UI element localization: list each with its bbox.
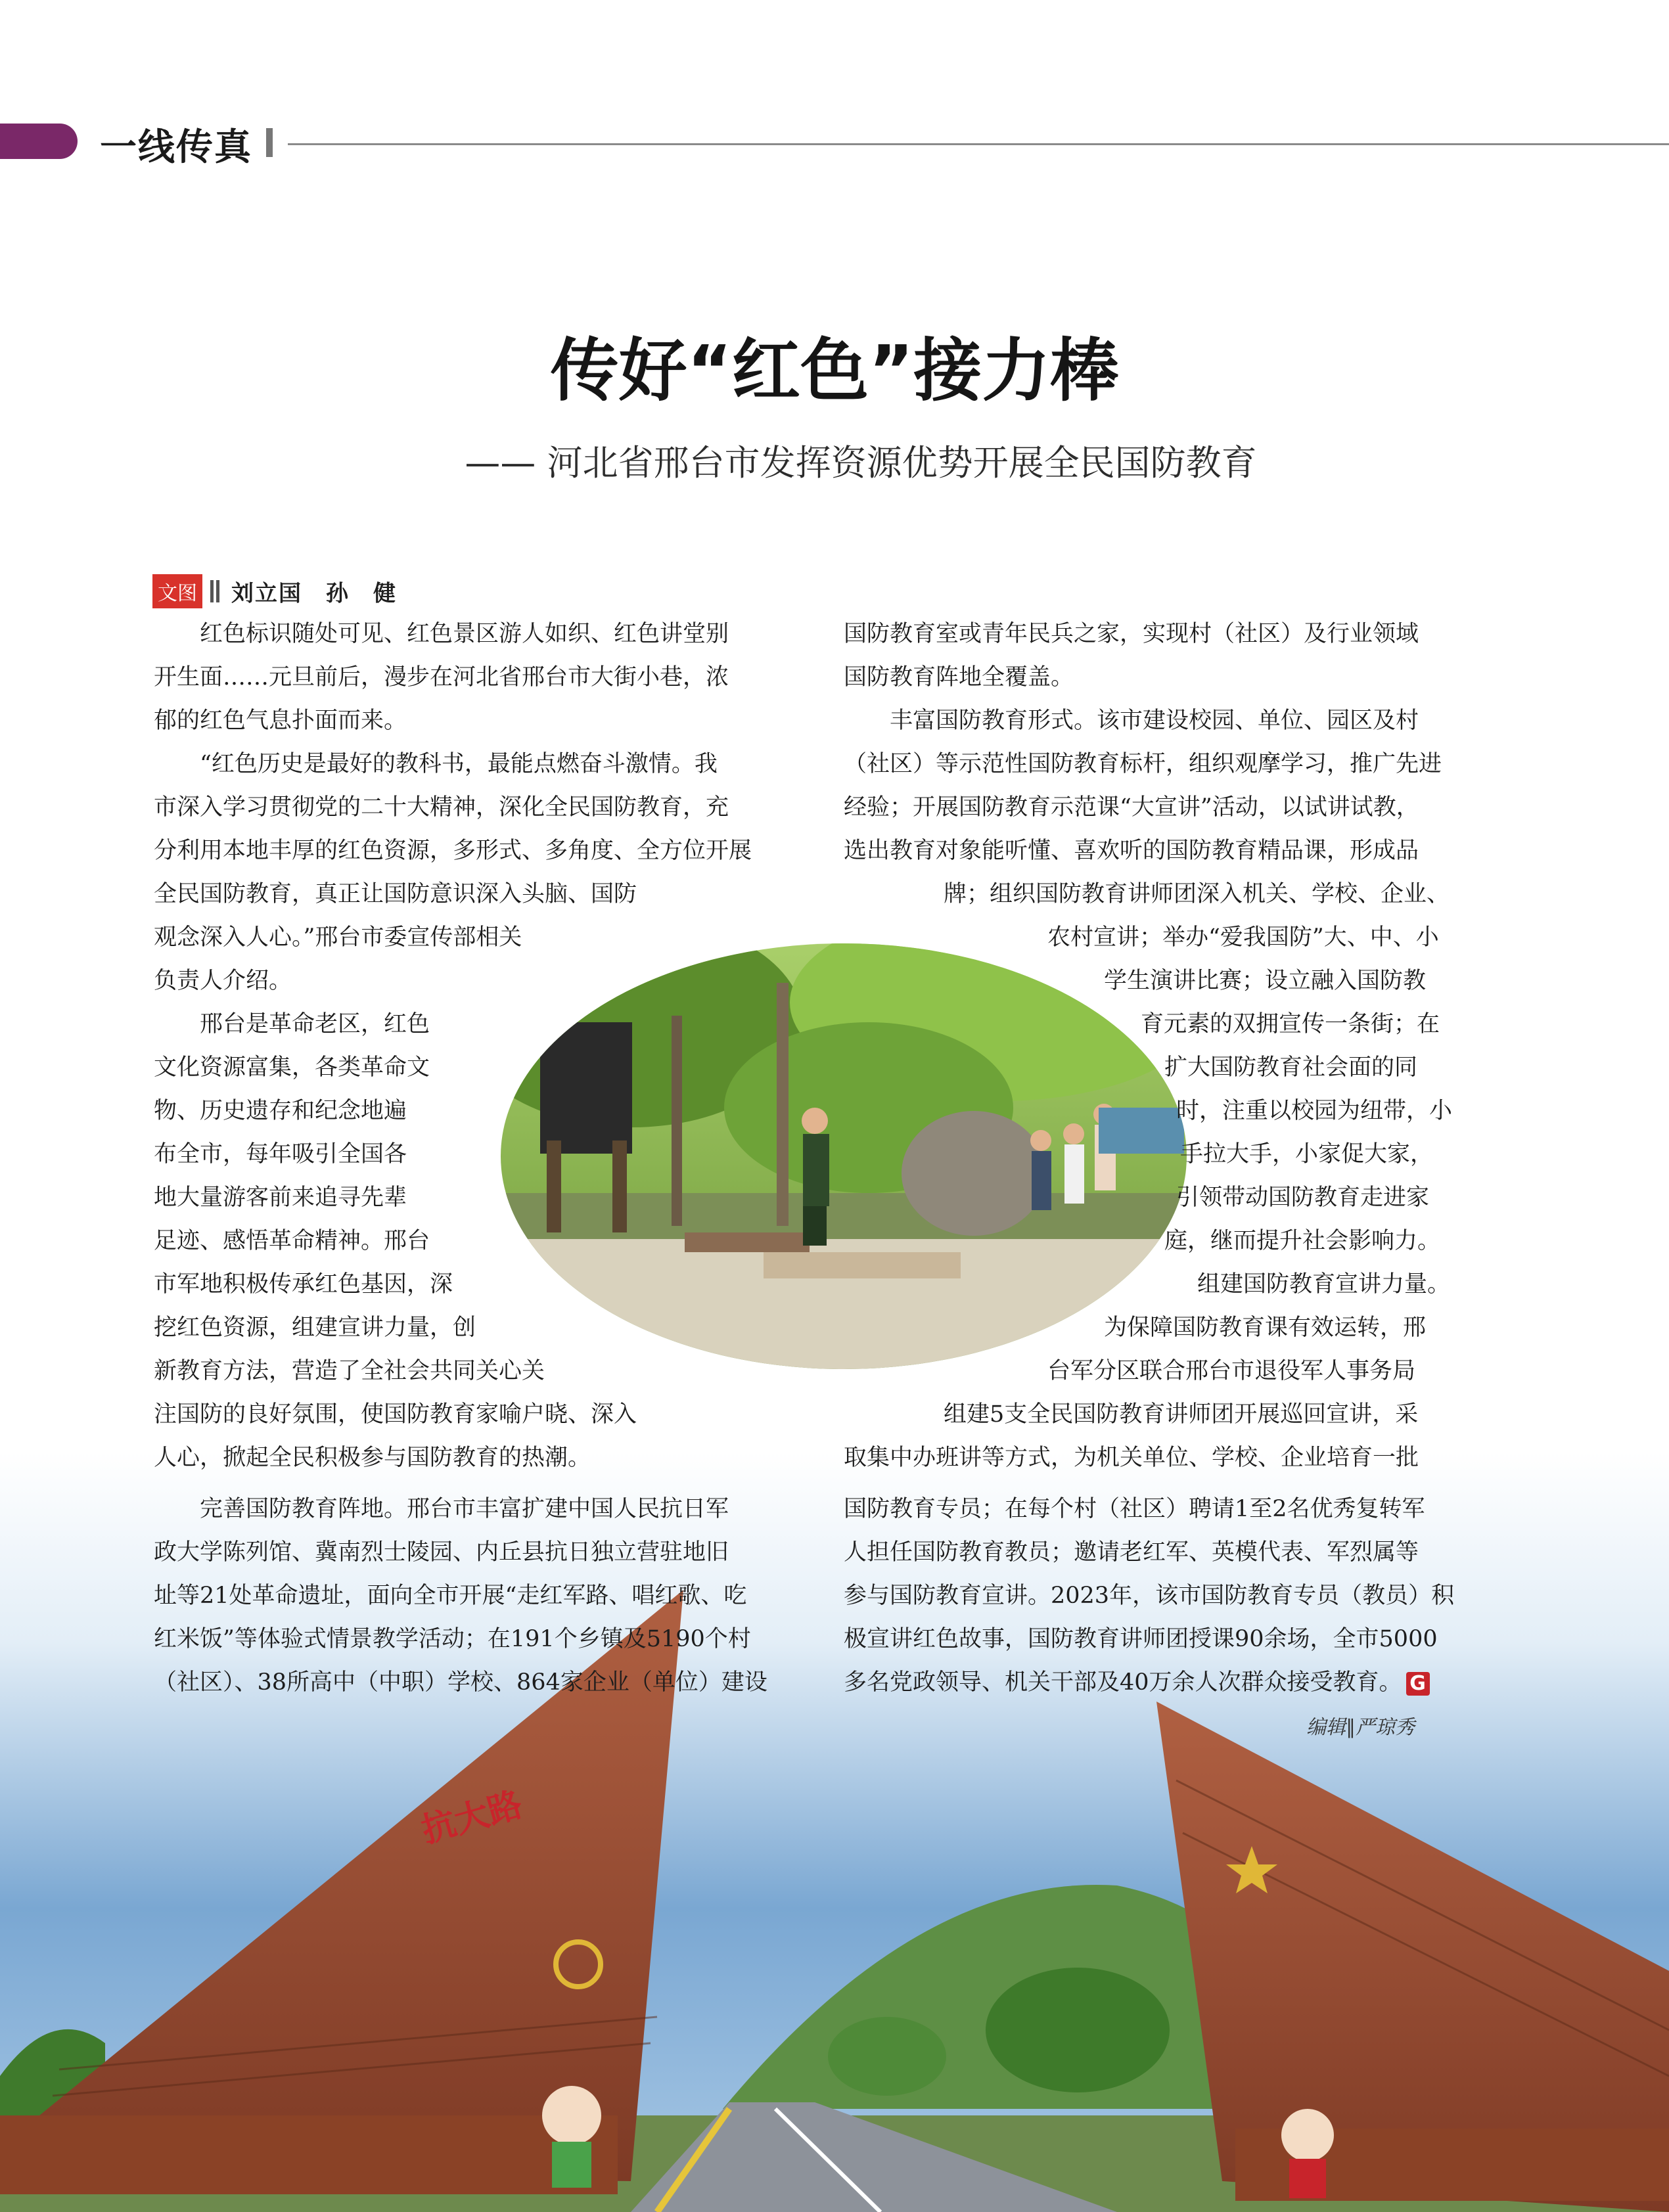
paragraph-line: 市深入学习贯彻党的二十大精神，深化全民国防教育，充 bbox=[154, 794, 729, 821]
byline-badge: 文图 bbox=[152, 574, 202, 608]
paragraph-line: 经验；开展国防教育示范课“大宣讲”活动，以试讲试教， bbox=[844, 794, 1419, 821]
paragraph-line: 多名党政领导、机关干部及40万余人次群众接受教育。 bbox=[844, 1669, 1402, 1696]
paragraph-line: 扩大国防教育社会面的同 bbox=[1164, 1054, 1418, 1081]
paragraph-line: 农村宣讲；举办“爱我国防”大、中、小 bbox=[1047, 924, 1439, 951]
paragraph-line: 组建5支全民国防教育讲师团开展巡回宣讲，采 bbox=[944, 1401, 1419, 1428]
paragraph-line: 组建国防教育宣讲力量。 bbox=[1197, 1271, 1451, 1298]
paragraph-line: “红色历史是最好的教科书，最能点燃奋斗激情。我 bbox=[154, 751, 718, 777]
monument-sign: 抗大路 bbox=[417, 1784, 527, 1851]
paragraph-line: 全民国防教育，真正让国防意识深入头脑、国防 bbox=[154, 881, 637, 907]
paragraph-line: 足迹、感悟革命精神。邢台 bbox=[154, 1228, 430, 1254]
byline-authors: 刘立国 孙 健 bbox=[231, 580, 397, 607]
byline-divider bbox=[210, 580, 214, 602]
paragraph-line: 新教育方法，营造了全社会共同关心关 bbox=[154, 1358, 545, 1384]
section-tab-decoration bbox=[0, 124, 78, 159]
paragraph-line: 注国防的良好氛围，使国防教育家喻户晓、深入 bbox=[154, 1401, 637, 1428]
paragraph-line-last bbox=[844, 1661, 1430, 1704]
paragraph-line: 学生演讲比赛；设立融入国防教 bbox=[1104, 968, 1427, 994]
paragraph-line: 观念深入人心。”邢台市委宣传部相关 bbox=[154, 924, 522, 951]
paragraph-line: 丰富国防教育形式。该市建设校园、单位、园区及村 bbox=[844, 708, 1419, 734]
paragraph-line: 挖红色资源，组建宣讲力量，创 bbox=[154, 1315, 476, 1341]
paragraph-line: 邢台是革命老区，红色 bbox=[154, 1011, 430, 1037]
paragraph-line: 地大量游客前来追寻先辈 bbox=[154, 1185, 407, 1211]
paragraph-line: 选出教育对象能听懂、喜欢听的国防教育精品课，形成品 bbox=[844, 838, 1419, 864]
paragraph-line: 文化资源富集，各类革命文 bbox=[154, 1054, 430, 1081]
paragraph-line: 市军地积极传承红色基因，深 bbox=[154, 1271, 453, 1298]
paragraph-line: 为保障国防教育课有效运转，邢 bbox=[1104, 1315, 1427, 1341]
byline-divider bbox=[216, 580, 219, 602]
paragraph-line: 时，注重以校园为纽带，小 bbox=[1176, 1098, 1453, 1124]
section-title-divider bbox=[266, 128, 273, 157]
paragraph-line: 物、历史遗存和纪念地遍 bbox=[154, 1098, 407, 1124]
paragraph-line: 牌；组织国防教育讲师团深入机关、学校、企业、 bbox=[944, 881, 1450, 907]
paragraph-line: 取集中办班讲等方式，为机关单位、学校、企业培育一批 bbox=[844, 1445, 1419, 1471]
article-title: 传好“红色”接力棒 bbox=[550, 330, 1119, 411]
paragraph-line: 负责人介绍。 bbox=[154, 968, 292, 994]
paragraph-line: （社区）等示范性国防教育标杆，组织观摩学习，推广先进 bbox=[844, 751, 1442, 777]
end-mark-icon: G bbox=[1406, 1672, 1430, 1696]
paragraph-line: 郁的红色气息扑面而来。 bbox=[154, 708, 407, 734]
paragraph-line: 完善国防教育阵地。邢台市丰富扩建中国人民抗日军 bbox=[154, 1496, 729, 1522]
paragraph-line: 人心，掀起全民积极参与国防教育的热潮。 bbox=[154, 1445, 591, 1471]
paragraph-line: 育元素的双拥宣传一条街；在 bbox=[1141, 1011, 1440, 1037]
paragraph-line: 国防教育阵地全覆盖。 bbox=[844, 664, 1074, 690]
paragraph-line: 国防教育室或青年民兵之家，实现村（社区）及行业领域 bbox=[844, 621, 1419, 647]
paragraph-line: 国防教育专员；在每个村（社区）聘请1至2名优秀复转军 bbox=[844, 1496, 1425, 1522]
article-subtitle: —— 河北省邢台市发挥资源优势开展全民国防教育 bbox=[465, 442, 1257, 484]
byline bbox=[152, 574, 397, 606]
paragraph-line: （社区）、38所高中（中职）学校、864家企业（单位）建设 bbox=[154, 1669, 767, 1696]
paragraph-line: 开生面……元旦前后，漫步在河北省邢台市大街小巷，浓 bbox=[154, 664, 729, 690]
paragraph-line: 手拉大手，小家促大家， bbox=[1180, 1141, 1434, 1167]
section-title: 一线传真 bbox=[100, 126, 252, 169]
editor-credit: 编辑∥严琼秀 bbox=[1306, 1716, 1415, 1739]
paragraph-line: 台军分区联合邢台市退役军人事务局 bbox=[1047, 1358, 1416, 1384]
paragraph-line: 址等21处革命遗址，面向全市开展“走红军路、唱红歌、吃 bbox=[154, 1583, 747, 1609]
paragraph-line: 人担任国防教育教员；邀请老红军、英模代表、军烈属等 bbox=[844, 1539, 1419, 1566]
paragraph-line: 红色标识随处可见、红色景区游人如织、红色讲堂别 bbox=[154, 621, 729, 647]
paragraph-line: 分利用本地丰厚的红色资源，多形式、多角度、全方位开展 bbox=[154, 838, 752, 864]
paragraph-line: 庭，继而提升社会影响力。 bbox=[1164, 1228, 1441, 1254]
oval-photo-memorial-park bbox=[501, 943, 1187, 1369]
paragraph-line: 政大学陈列馆、冀南烈士陵园、内丘县抗日独立营驻地旧 bbox=[154, 1539, 729, 1566]
header-rule bbox=[288, 143, 1669, 145]
paragraph-line: 布全市，每年吸引全国各 bbox=[154, 1141, 407, 1167]
paragraph-line: 红米饭”等体验式情景教学活动；在191个乡镇及5190个村 bbox=[154, 1626, 751, 1652]
paragraph-line: 极宣讲红色故事，国防教育讲师团授课90余场，全市5000 bbox=[844, 1626, 1438, 1652]
paragraph-line: 引领带动国防教育走进家 bbox=[1176, 1185, 1430, 1211]
paragraph-line: 参与国防教育宣讲。2023年，该市国防教育专员（教员）积 bbox=[844, 1583, 1455, 1609]
